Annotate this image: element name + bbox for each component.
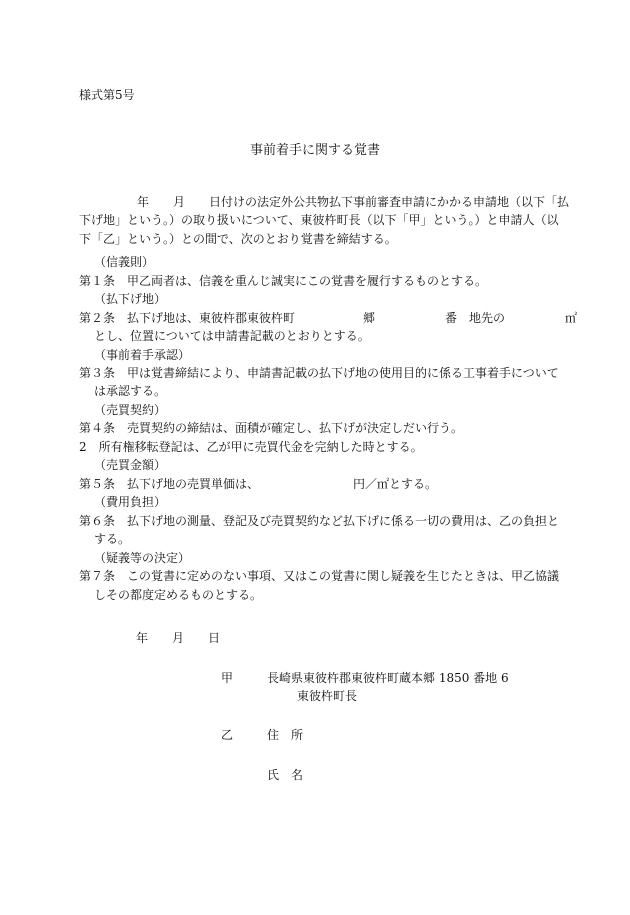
article-2-continued: とし、位置については申請書記載のとおりとする。 (94, 329, 370, 343)
form-number: 様式第5号 (79, 88, 135, 102)
article-7-continued: しその都度定めるものとする。 (94, 588, 263, 602)
article-4: 第４条 売買契約の締結は、面積が確定し、払下げが決定しだい行う。 (79, 421, 464, 435)
signature-month-unit: 月 (172, 631, 185, 645)
article-3: 第３条 甲は覚書締結により、申請書記載の払下げ地の使用目的に係る工事着手について (79, 366, 559, 380)
article-3-continued: は承認する。 (94, 384, 167, 398)
heading-good-faith: （信義則） (94, 255, 155, 269)
article-6: 第６条 払下げ地の測量、登記及び売買契約など払下げに係る一切の費用は、乙の負担と (79, 514, 560, 528)
article-2-unit: ㎡ (565, 311, 578, 325)
signature-year-unit: 年 (136, 631, 149, 645)
article-2 (79, 311, 577, 326)
party-b-name-label: 氏 名 (267, 768, 304, 782)
article-2-ban: 番 地先の (445, 311, 506, 325)
article-5 (79, 477, 437, 492)
signature-day-unit: 日 (208, 631, 221, 645)
article-5-unit: 円／㎡とする。 (353, 477, 438, 491)
article-2-go: 郷 (363, 311, 376, 325)
article-4-paragraph-2: 2 所有権移転登記は、乙が甲に売買代金を完納した時とする。 (79, 440, 423, 454)
heading-doubts: （疑義等の決定） (94, 551, 191, 565)
intro-year-unit: 年 (137, 195, 150, 209)
heading-sales-price: （売買金額） (94, 458, 167, 472)
party-a-label: 甲 (221, 671, 234, 685)
party-a-title: 東彼杵町長 (297, 689, 358, 703)
article-1: 第１条 甲乙両者は、信義を重んじ誠実にこの覚書を履行するものとする。 (79, 274, 488, 288)
intro-line2: 下げ地」という。）の取り扱いについて、東彼杵町長（以下「甲」という。）と申請人（以 (79, 213, 559, 228)
signature-date (136, 631, 220, 646)
intro-month-unit: 月 (173, 195, 186, 209)
party-b-address-label: 住 所 (267, 728, 304, 742)
party-a-address: 長崎県東彼杵郡東彼杵町蔵本郷 1850 番地 6 (267, 671, 509, 685)
document-title: 事前着手に関する覚書 (249, 143, 380, 158)
heading-sales-contract: （売買契約） (94, 403, 167, 417)
heading-costs: （費用負担） (94, 495, 167, 509)
article-5-text: 第５条 払下げ地の売買単価は、 (79, 477, 260, 491)
article-7: 第７条 この覚書に定めのない事項、又はこの覚書に関し疑義を生じたときは、甲乙協議 (79, 569, 560, 583)
intro-line3: 下「乙」という。）との間で、次のとおり覚書を締結する。 (79, 231, 397, 246)
article-2-text: 第２条 払下げ地は、東彼杵郡東彼杵町 (79, 311, 296, 325)
party-b-label: 乙 (221, 728, 234, 742)
heading-disposal-land: （払下げ地） (94, 292, 167, 306)
intro-line1: 日付けの法定外公共物払下事前審査申請にかかる申請地（以下「払 (209, 195, 570, 209)
intro-paragraph (79, 193, 570, 248)
heading-advance-start: （事前着手承認） (94, 348, 191, 362)
article-6-continued: する。 (94, 532, 131, 546)
